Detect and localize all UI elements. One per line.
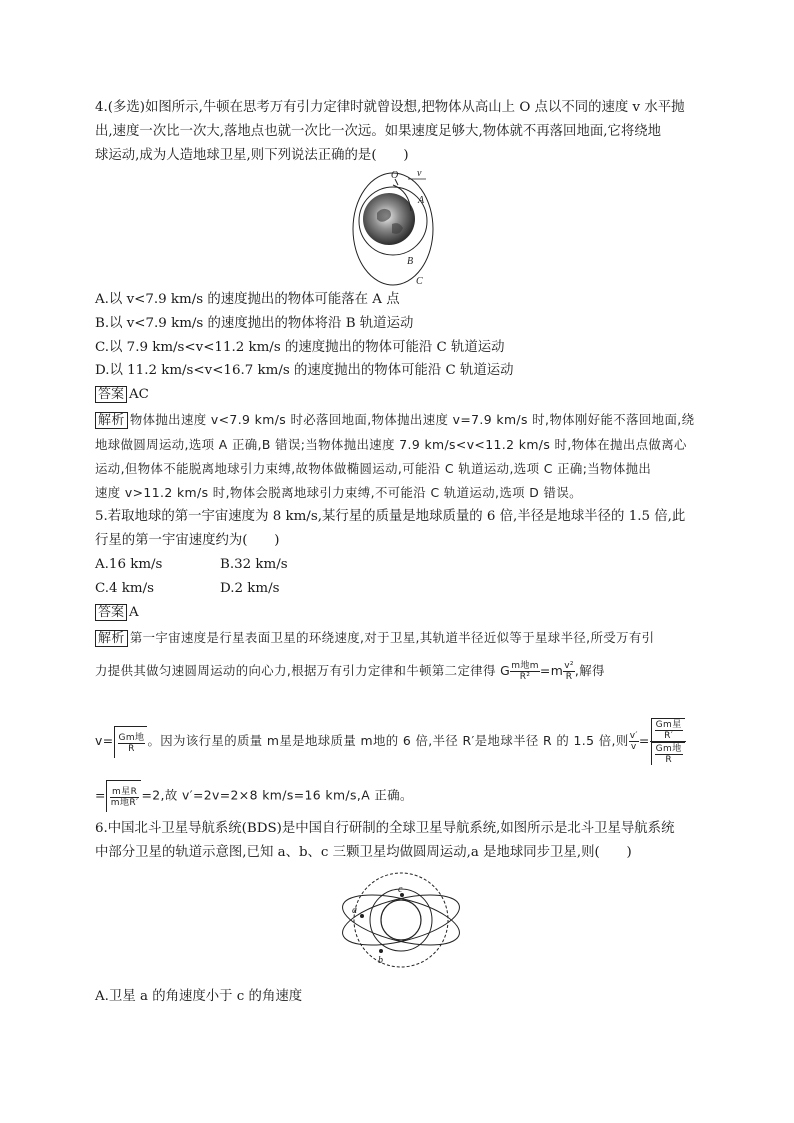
formula-ratio-sqrt: $\frac{\frac{\text{Gm星}}{R'}}{\frac{\text{Gm地}}{R}}$ [650, 718, 686, 765]
q4-analysis-line2: 地球做圆周运动,选项 A 正确,B 错误;当物体抛出速度 7.9 km/s<v<11.2 km/s 时,物体在抛出点做离心 [95, 437, 687, 452]
formula-gravity: $\frac{\text{m地m}}{\text{R²}}$ [511, 661, 539, 682]
q4-orbit-figure [340, 166, 450, 288]
answer-tag: 答案 [95, 604, 127, 621]
q4-analysis-line3: 运动,但物体不能脱离地球引力束缚,故物体做椭圆运动,可能沿 C 轨道运动,选项 C 正确;当物体抛出 [95, 461, 652, 476]
answer-tag: 答案 [95, 386, 127, 403]
analysis-tag: 解析 [95, 412, 128, 429]
q4-answer: AC [129, 387, 149, 402]
q4-stem-line1: 4.(多选)如图所示,牛顿在思考万有引力定律时就曾设想,把物体从高山上 O 点以不同的速度 v 水平抛 [95, 100, 685, 115]
q4-stem-line2: 出,速度一次比一次大,落地点也就一次比一次远。如果速度足够大,物体就不再落回地面,它将绕地 [95, 124, 662, 139]
q4-analysis-line4: 速度 v>11.2 km/s 时,物体会脱离地球引力束缚,不可能沿 C 轨道运动,选项 D 错误。 [95, 485, 582, 500]
q6-option-a: A.卫星 a 的角速度小于 c 的角速度 [95, 989, 303, 1004]
q5-stem-line2: 行星的第一宇宙速度约为( ) [95, 533, 280, 548]
formula-sqrt-mass-ratio: $\frac{\text{m星R}}{\text{m地R′}}$ [106, 780, 142, 812]
q5-analysis-line4: = $\frac{\text{m星R}}{\text{m地R′}}$ =2,故 v′=2v=2×8 km/s=16 km/s,A 正确。 [95, 780, 413, 812]
formula-sqrt-earth: $\frac{\text{Gm地}}{R}$ [114, 726, 148, 758]
earth-circle [381, 900, 421, 940]
q5-analysis-line1: 解析 第一宇宙速度是行星表面卫星的环绕速度,对于卫星,其轨道半径近似等于星球半径,所受万有引 [95, 629, 654, 647]
q4-answer-row [95, 386, 149, 404]
q5-option-b: B.32 km/s [220, 557, 288, 572]
label-a: A [418, 195, 425, 206]
q4-option-c: C.以 7.9 km/s<v<11.2 km/s 的速度抛出的物体可能沿 C 轨道运动 [95, 340, 505, 355]
analysis-tag: 解析 [95, 630, 128, 647]
q4-option-d: D.以 11.2 km/s<v<16.7 km/s 的速度抛出的物体可能沿 C 轨道运动 [95, 363, 514, 378]
label-b: B [407, 256, 414, 267]
q5-option-c: C.4 km/s [95, 581, 154, 596]
q5-stem-line1: 5.若取地球的第一宇宙速度为 8 km/s,某行星的质量是地球质量的 6 倍,半径是地球半径的 1.5 倍,此 [95, 509, 686, 524]
q4-stem-line3: 球运动,成为人造地球卫星,则下列说法正确的是( ) [95, 148, 409, 163]
label-v: v [417, 168, 422, 179]
label-a: a [352, 905, 357, 916]
q6-stem-line2: 中部分卫星的轨道示意图,已知 a、b、c 三颗卫星均做圆周运动,a 是地球同步卫星,则( ) [95, 845, 632, 860]
satellite-b [379, 949, 383, 953]
q5-analysis-line3: v= $\frac{\text{Gm地}}{R}$ 。因为该行星的质量 m星是地球质量 m地的 6 倍,半径 R′是地球半径 R 的 1.5 倍,则 $\frac{v'}{v}$ = $\frac{\frac{\text{Gm星}}{R'}}{\frac{\text{Gm地}}{R}}$ [95, 718, 686, 765]
q4-analysis-line1: 解析 物体抛出速度 v<7.9 km/s 时必落回地面,物体抛出速度 v=7.9 km/s 时,物体刚好能不落回地面,绕 [95, 411, 694, 429]
satellite-a [360, 914, 364, 918]
earth-icon [363, 193, 415, 245]
q4-option-b: B.以 v<7.9 km/s 的速度抛出的物体将沿 B 轨道运动 [95, 316, 414, 331]
q6-stem-line1: 6.中国北斗卫星导航系统(BDS)是中国自行研制的全球卫星导航系统,如图所示是北斗卫星导航系统 [95, 821, 675, 836]
label-b: b [378, 955, 383, 966]
q5-analysis-line2: 力提供其做匀速圆周运动的向心力,根据万有引力定律和牛顿第二定律得 G $\frac{\text{m地m}}{\text{R²}}$ =m $\frac{\text{v²}}{R}$ ,解得 [95, 661, 605, 682]
q4-option-a: A.以 v<7.9 km/s 的速度抛出的物体可能落在 A 点 [95, 292, 400, 307]
q6-satellite-orbit-figure [338, 868, 464, 972]
label-o: O [391, 170, 399, 181]
formula-ratio-v: $\frac{v'}{v}$ [629, 731, 638, 752]
q5-option-a: A.16 km/s [95, 557, 163, 572]
label-c: c [398, 884, 403, 895]
q5-answer-row [95, 604, 139, 622]
label-c: C [416, 276, 423, 287]
q5-option-d: D.2 km/s [220, 581, 280, 596]
q5-answer: A [129, 605, 139, 620]
formula-centripetal: $\frac{\text{v²}}{R}$ [564, 661, 574, 682]
